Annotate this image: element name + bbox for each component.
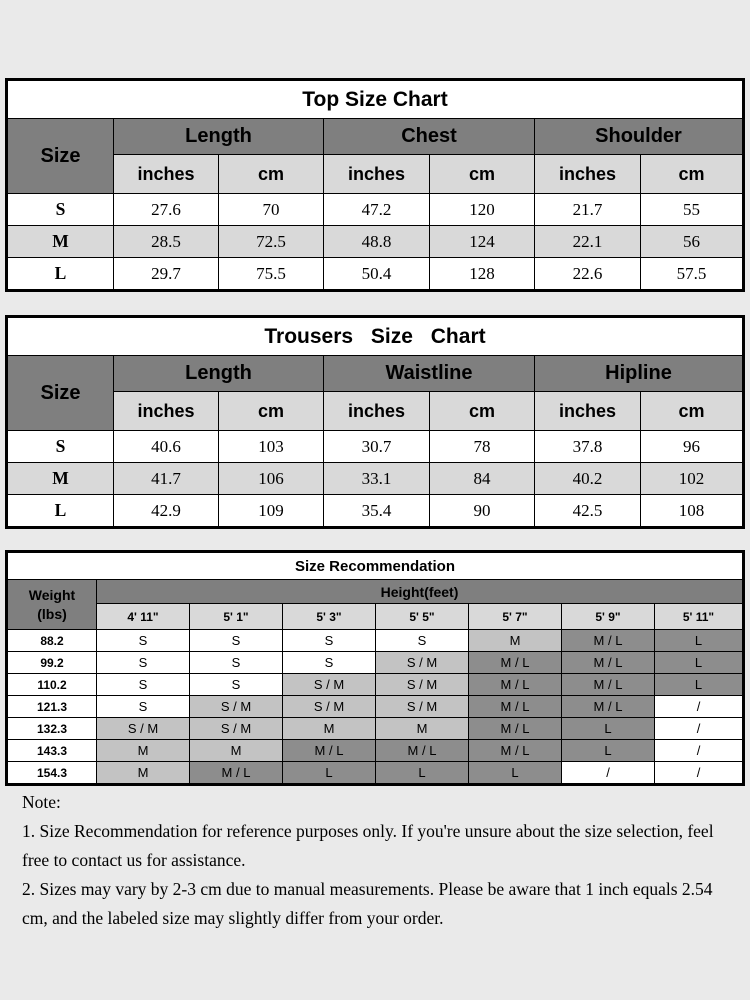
measurement-cell: 72.5 [219, 226, 324, 258]
measurement-cell: 21.7 [535, 194, 641, 226]
measurement-cell: 33.1 [324, 463, 430, 495]
recommendation-cell: M / L [190, 762, 283, 785]
recommendation-cell: S [190, 630, 283, 652]
unit-header: cm [641, 392, 744, 431]
trousers-chart-title: Trousers Size Chart [7, 317, 744, 356]
recommendation-cell: S / M [190, 718, 283, 740]
note-section [22, 788, 730, 933]
size-cell: S [7, 431, 114, 463]
weight-cell: 99.2 [7, 652, 97, 674]
unit-header: cm [219, 155, 324, 194]
recommendation-row [7, 740, 744, 762]
chest-group-header: Chest [324, 119, 535, 155]
measurement-cell: 78 [430, 431, 535, 463]
height-group-header: Height(feet) [97, 580, 744, 604]
recommendation-cell: / [655, 718, 744, 740]
size-row-m [7, 226, 744, 258]
recommendation-cell: M [469, 630, 562, 652]
recommendation-cell: M / L [469, 652, 562, 674]
unit-header: cm [430, 392, 535, 431]
recommendation-cell: M [283, 718, 376, 740]
unit-header: inches [535, 392, 641, 431]
waistline-group-header: Waistline [324, 356, 535, 392]
weight-cell: 132.3 [7, 718, 97, 740]
length-group-header: Length [114, 356, 324, 392]
size-cell: L [7, 495, 114, 528]
measurement-cell: 27.6 [114, 194, 219, 226]
recommendation-row [7, 674, 744, 696]
top-size-chart-table [5, 78, 745, 292]
height-column-header: 5' 7" [469, 604, 562, 630]
size-cell: M [7, 463, 114, 495]
measurement-cell: 124 [430, 226, 535, 258]
recommendation-cell: M / L [283, 740, 376, 762]
measurement-cell: 22.1 [535, 226, 641, 258]
recommendation-row [7, 718, 744, 740]
recommendation-cell: M / L [562, 674, 655, 696]
size-column-header: Size [7, 119, 114, 194]
height-column-header: 5' 1" [190, 604, 283, 630]
unit-header: inches [324, 392, 430, 431]
height-column-header: 5' 5" [376, 604, 469, 630]
recommendation-cell: S [283, 630, 376, 652]
recommendation-row [7, 696, 744, 718]
recommendation-cell: S [97, 674, 190, 696]
size-row-s [7, 194, 744, 226]
measurement-cell: 84 [430, 463, 535, 495]
measurement-cell: 55 [641, 194, 744, 226]
recommendation-cell: M / L [469, 696, 562, 718]
measurement-cell: 47.2 [324, 194, 430, 226]
size-cell: S [7, 194, 114, 226]
unit-header: cm [219, 392, 324, 431]
recommendation-cell: L [562, 718, 655, 740]
recommendation-cell: S [97, 696, 190, 718]
measurement-cell: 57.5 [641, 258, 744, 291]
recommendation-cell: L [655, 652, 744, 674]
measurement-cell: 70 [219, 194, 324, 226]
recommendation-cell: L [562, 740, 655, 762]
top-size-chart-section [5, 78, 745, 292]
trousers-size-chart-section [5, 315, 745, 529]
recommendation-cell: S [283, 652, 376, 674]
size-recommendation-title: Size Recommendation [7, 552, 744, 580]
measurement-cell: 109 [219, 495, 324, 528]
weight-column-header [7, 580, 97, 630]
note-line-1: 1. Size Recommendation for reference purposes only. If you're unsure about the size selection, feel free to contact us for assistance. [22, 821, 714, 870]
recommendation-cell: S [190, 652, 283, 674]
measurement-cell: 30.7 [324, 431, 430, 463]
weight-cell: 110.2 [7, 674, 97, 696]
note-title: Note: [22, 792, 61, 812]
weight-cell: 121.3 [7, 696, 97, 718]
recommendation-cell: M [190, 740, 283, 762]
recommendation-cell: L [655, 674, 744, 696]
recommendation-cell: S [190, 674, 283, 696]
recommendation-cell: S / M [283, 674, 376, 696]
recommendation-cell: M / L [469, 674, 562, 696]
recommendation-cell: / [655, 740, 744, 762]
weight-cell: 154.3 [7, 762, 97, 785]
measurement-cell: 103 [219, 431, 324, 463]
unit-header: inches [114, 392, 219, 431]
size-recommendation-section [5, 550, 745, 786]
measurement-cell: 40.2 [535, 463, 641, 495]
measurement-cell: 96 [641, 431, 744, 463]
recommendation-row [7, 630, 744, 652]
measurement-cell: 40.6 [114, 431, 219, 463]
recommendation-cell: M [97, 740, 190, 762]
height-column-header: 5' 9" [562, 604, 655, 630]
top-chart-title: Top Size Chart [7, 80, 744, 119]
recommendation-cell: L [376, 762, 469, 785]
hipline-group-header: Hipline [535, 356, 744, 392]
size-cell: L [7, 258, 114, 291]
size-row-m [7, 463, 744, 495]
size-row-s [7, 431, 744, 463]
recommendation-cell: S / M [376, 652, 469, 674]
measurement-cell: 106 [219, 463, 324, 495]
measurement-cell: 42.5 [535, 495, 641, 528]
unit-header: inches [535, 155, 641, 194]
size-cell: M [7, 226, 114, 258]
recommendation-cell: M / L [469, 740, 562, 762]
recommendation-cell: M / L [562, 630, 655, 652]
size-recommendation-table [5, 550, 745, 786]
weight-cell: 88.2 [7, 630, 97, 652]
measurement-cell: 35.4 [324, 495, 430, 528]
recommendation-cell: S / M [190, 696, 283, 718]
measurement-cell: 42.9 [114, 495, 219, 528]
recommendation-cell: M / L [469, 718, 562, 740]
measurement-cell: 41.7 [114, 463, 219, 495]
unit-header: cm [430, 155, 535, 194]
measurement-cell: 90 [430, 495, 535, 528]
recommendation-cell: / [655, 696, 744, 718]
measurement-cell: 37.8 [535, 431, 641, 463]
measurement-cell: 56 [641, 226, 744, 258]
measurement-cell: 120 [430, 194, 535, 226]
measurement-cell: 128 [430, 258, 535, 291]
recommendation-cell: M [376, 718, 469, 740]
recommendation-cell: M / L [562, 696, 655, 718]
recommendation-cell: / [562, 762, 655, 785]
weight-header-line2: (lbs) [37, 605, 67, 622]
recommendation-cell: M [97, 762, 190, 785]
measurement-cell: 102 [641, 463, 744, 495]
measurement-cell: 48.8 [324, 226, 430, 258]
height-column-header: 5' 11" [655, 604, 744, 630]
unit-header: inches [114, 155, 219, 194]
recommendation-cell: L [469, 762, 562, 785]
recommendation-cell: M / L [376, 740, 469, 762]
measurement-cell: 75.5 [219, 258, 324, 291]
measurement-cell: 108 [641, 495, 744, 528]
recommendation-cell: L [655, 630, 744, 652]
measurement-cell: 28.5 [114, 226, 219, 258]
height-column-header: 4' 11" [97, 604, 190, 630]
weight-header-line1: Weight [28, 586, 76, 603]
recommendation-cell: S [97, 652, 190, 674]
recommendation-cell: S [97, 630, 190, 652]
measurement-cell: 50.4 [324, 258, 430, 291]
shoulder-group-header: Shoulder [535, 119, 744, 155]
unit-header: inches [324, 155, 430, 194]
recommendation-row [7, 762, 744, 785]
recommendation-cell: S / M [376, 674, 469, 696]
size-row-l [7, 495, 744, 528]
size-row-l [7, 258, 744, 291]
unit-header: cm [641, 155, 744, 194]
recommendation-cell: / [655, 762, 744, 785]
note-line-2: 2. Sizes may vary by 2-3 cm due to manual measurements. Please be aware that 1 inch equals 2.54 cm, and the labeled size may slightly differ from your order. [22, 879, 713, 928]
recommendation-cell: M / L [562, 652, 655, 674]
recommendation-cell: S [376, 630, 469, 652]
height-column-header: 5' 3" [283, 604, 376, 630]
length-group-header: Length [114, 119, 324, 155]
recommendation-cell: S / M [283, 696, 376, 718]
trousers-size-chart-table [5, 315, 745, 529]
measurement-cell: 29.7 [114, 258, 219, 291]
weight-cell: 143.3 [7, 740, 97, 762]
size-column-header: Size [7, 356, 114, 431]
measurement-cell: 22.6 [535, 258, 641, 291]
recommendation-cell: S / M [97, 718, 190, 740]
recommendation-cell: S / M [376, 696, 469, 718]
recommendation-cell: L [283, 762, 376, 785]
recommendation-row [7, 652, 744, 674]
